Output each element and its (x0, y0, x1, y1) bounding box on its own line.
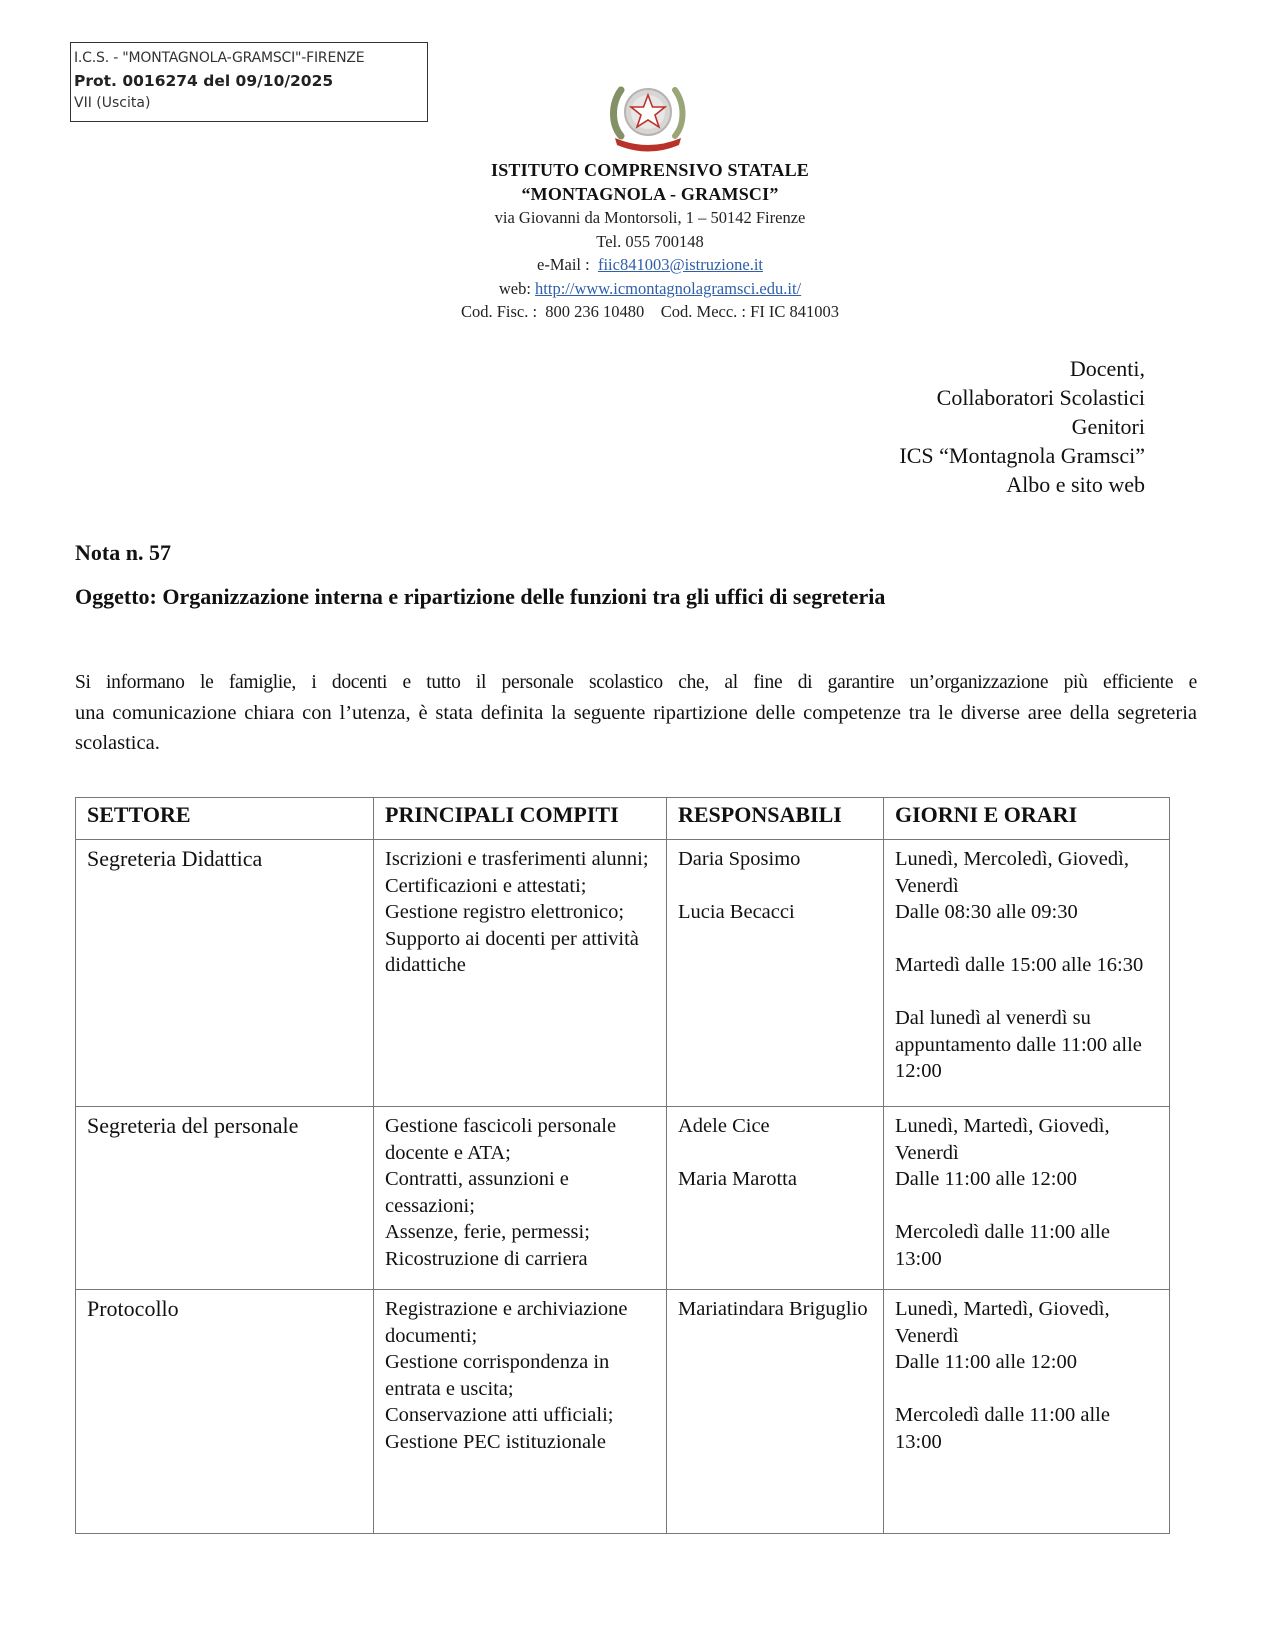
school-letterhead (300, 158, 1000, 324)
task-item: Assenze, ferie, permessi; (385, 1221, 590, 1243)
task-item: Conservazione atti ufficiali; (385, 1404, 614, 1426)
recipient: ICS “Montagnola Gramsci” (899, 443, 1145, 468)
schedule-line: Mercoledì dalle 11:00 alle 13:00 (895, 1221, 1110, 1270)
staff-name: Daria Sposimo (678, 848, 801, 870)
settore-label: Segreteria del personale (87, 1113, 299, 1138)
table-row (76, 1290, 1170, 1534)
staff-name: Mariatindara Briguglio (678, 1298, 868, 1320)
repubblica-italiana-emblem-icon (607, 74, 689, 154)
column-header-responsabili: RESPONSABILI (667, 798, 884, 840)
recipient: Docenti, (1069, 356, 1145, 381)
school-codes: Cod. Fisc. : 800 236 10480 Cod. Mecc. : FI IC 841003 (460, 302, 840, 321)
task-item: Certificazioni e attestati; (385, 874, 587, 897)
school-type: ISTITUTO COMPRENSIVO STATALE (491, 160, 809, 180)
schedule-line: Dalle 11:00 alle 12:00 (895, 1351, 1077, 1373)
cell-responsabili (667, 1290, 884, 1534)
cell-settore (76, 1290, 374, 1534)
cell-orari (884, 1107, 1170, 1290)
settore-label: Protocollo (87, 1296, 179, 1321)
web-label: web: (498, 278, 531, 298)
intro-paragraph-rest: una comunicazione chiara con l’utenza, è stata definita la seguente ripartizione delle competenze tra le diverse aree della segreteria scolastica. (75, 702, 1197, 754)
school-email-line (300, 253, 1000, 277)
stamp-classification: VII (Uscita) (74, 95, 151, 111)
schedule-line: Dal lunedì al venerdì su appuntamento dalle 11:00 alle 12:00 (895, 1007, 1142, 1082)
schedule-line: Lunedì, Mercoledì, Giovedì, Venerdì (895, 848, 1129, 897)
school-address: via Giovanni da Montorsoli, 1 – 50142 Firenze (494, 208, 806, 227)
cell-compiti (374, 1107, 667, 1290)
intro-paragraph (75, 668, 1197, 758)
schedule-line: Dalle 08:30 alle 09:30 (895, 901, 1078, 923)
cell-orari (884, 840, 1170, 1107)
task-item: Registrazione e archiviazione documenti; (385, 1298, 628, 1347)
column-header-orari: GIORNI E ORARI (884, 798, 1170, 840)
email-link[interactable]: fiic841003@istruzione.it (597, 255, 763, 274)
schedule-line: Dalle 11:00 alle 12:00 (895, 1168, 1077, 1190)
cell-settore (76, 1107, 374, 1290)
recipients-block (899, 354, 1145, 499)
settore-label: Segreteria Didattica (87, 846, 263, 871)
task-item: Supporto ai docenti per attività didattiche (385, 927, 639, 976)
column-header-settore: SETTORE (76, 798, 374, 840)
office-functions-table (75, 797, 1170, 1534)
note-number: Nota n. 57 (75, 540, 171, 565)
cell-compiti (374, 1290, 667, 1534)
stamp-institution: I.C.S. - "MONTAGNOLA-GRAMSCI"-FIRENZE (74, 50, 365, 66)
intro-paragraph-line1: Si informano le famiglie, i docenti e tutto il personale scolastico che, al fine di garantire un’organizzazione più efficiente e (75, 672, 1197, 693)
task-item: Gestione corrispondenza in entrata e uscita; (385, 1351, 610, 1400)
cell-responsabili (667, 840, 884, 1107)
task-item: Iscrizioni e trasferimenti alunni; (385, 848, 649, 870)
stamp-protocol-number: Prot. 0016274 del 09/10/2025 (74, 72, 334, 90)
school-phone: Tel. 055 700148 (596, 231, 704, 251)
cell-settore (76, 840, 374, 1107)
schedule-line: Lunedì, Martedì, Giovedì, Venerdì (895, 1298, 1110, 1347)
email-label: e-Mail : (537, 255, 590, 274)
school-name: “MONTAGNOLA - GRAMSCI” (521, 184, 779, 204)
task-item: Ricostruzione di carriera (385, 1247, 588, 1270)
task-item: Gestione PEC istituzionale (385, 1430, 606, 1453)
cell-orari (884, 1290, 1170, 1534)
website-link[interactable]: http://www.icmontagnolagramsci.edu.it/ (535, 278, 802, 298)
task-item: Gestione registro elettronico; (385, 901, 625, 923)
schedule-line: Martedì dalle 15:00 alle 16:30 (895, 954, 1144, 976)
staff-name: Maria Marotta (678, 1168, 797, 1190)
task-item: Contratti, assunzioni e cessazioni; (385, 1168, 569, 1217)
recipient: Albo e sito web (1006, 472, 1145, 497)
cell-responsabili (667, 1107, 884, 1290)
cell-compiti (374, 840, 667, 1107)
staff-name: Lucia Becacci (678, 901, 795, 923)
schedule-line: Lunedì, Martedì, Giovedì, Venerdì (895, 1115, 1110, 1164)
recipient: Genitori (1071, 414, 1145, 439)
table-row (76, 840, 1170, 1107)
subject-line: Oggetto: Organizzazione interna e ripartizione delle funzioni tra gli uffici di segreteria (75, 584, 886, 609)
column-header-compiti: PRINCIPALI COMPITI (374, 798, 667, 840)
staff-name: Adele Cice (678, 1115, 770, 1137)
table-row (76, 1107, 1170, 1290)
schedule-line: Mercoledì dalle 11:00 alle 13:00 (895, 1404, 1110, 1453)
task-item: Gestione fascicoli personale docente e ATA; (385, 1115, 617, 1164)
recipient: Collaboratori Scolastici (936, 385, 1145, 410)
protocol-stamp (70, 42, 428, 122)
table-header-row (76, 798, 1170, 840)
school-web-line (300, 277, 1000, 301)
